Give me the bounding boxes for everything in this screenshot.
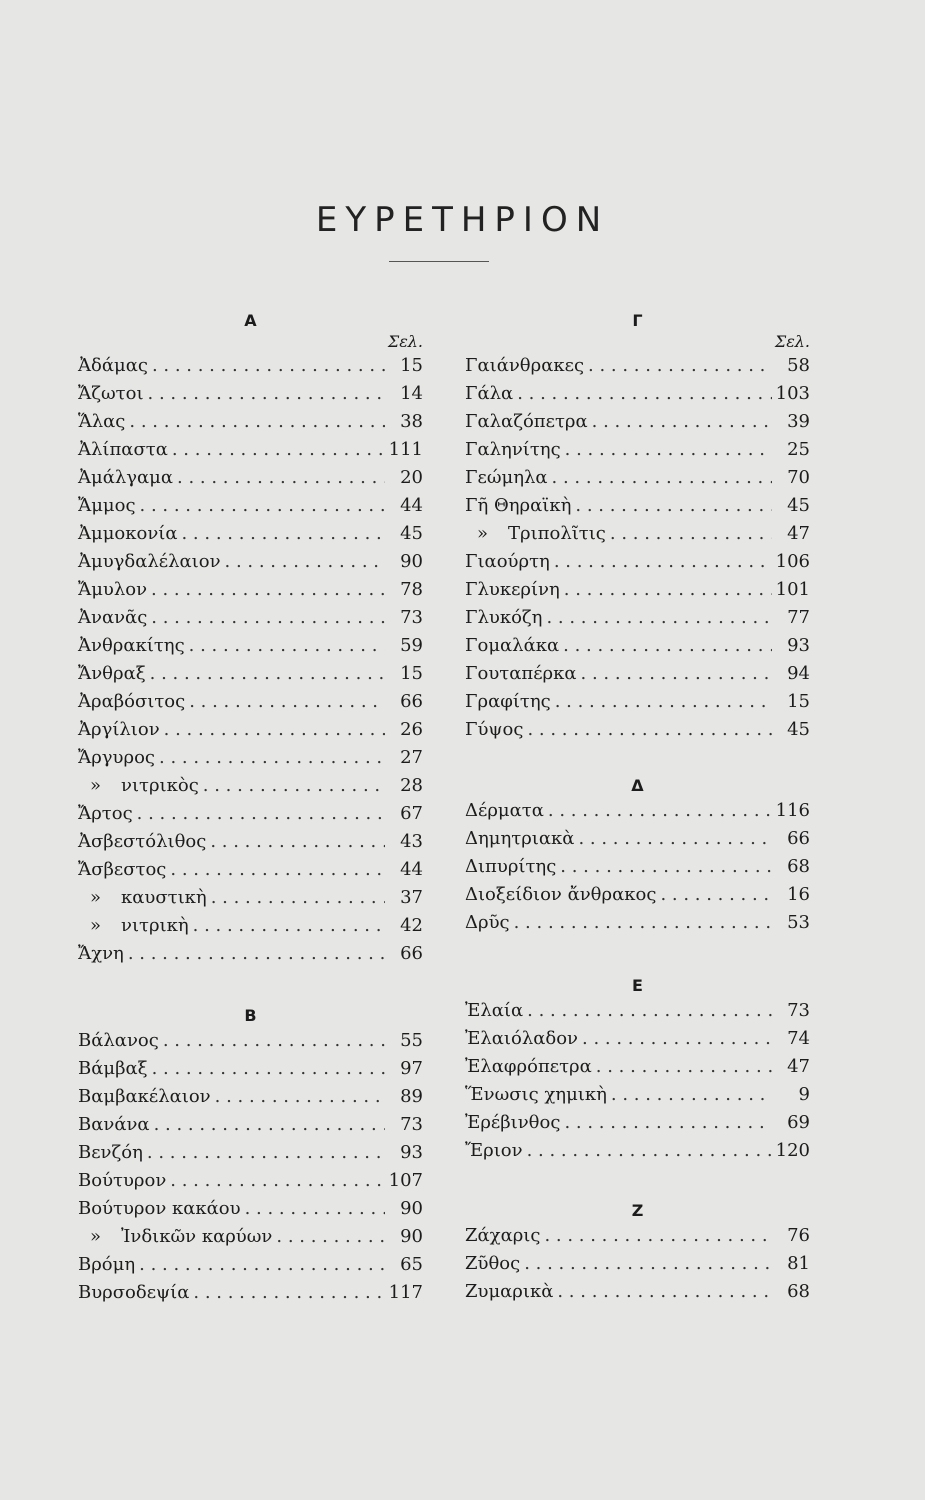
entry-page-number: 67 bbox=[400, 803, 423, 824]
entry-term: Γαληνίτης bbox=[465, 439, 561, 460]
entry-page-number: 68 bbox=[787, 856, 810, 877]
dot-leader bbox=[610, 520, 772, 548]
entry-term: Ἄνθραξ bbox=[78, 663, 146, 684]
index-entry bbox=[78, 1083, 423, 1111]
index-section bbox=[465, 310, 810, 744]
dot-leader bbox=[203, 772, 385, 800]
index-entry bbox=[78, 912, 423, 940]
dot-leader bbox=[592, 408, 772, 436]
entry-term: Ἀμμοκονία bbox=[78, 523, 178, 544]
entry-page-number: 66 bbox=[787, 828, 810, 849]
entry-page-number: 25 bbox=[787, 439, 810, 460]
dot-leader bbox=[524, 1250, 772, 1278]
entry-page-number: 53 bbox=[787, 912, 810, 933]
entry-term: Ἄχνη bbox=[78, 943, 124, 964]
entry-term: Γεώμηλα bbox=[465, 467, 548, 488]
entry-page-number: 111 bbox=[388, 439, 423, 460]
index-entry bbox=[465, 716, 810, 744]
page-title: ΕΥΡΕΤΗΡΙΟΝ bbox=[315, 200, 610, 240]
entry-term: Γύψος bbox=[465, 719, 524, 740]
index-entry bbox=[465, 548, 810, 576]
entry-term: Ἐλαία bbox=[465, 1000, 524, 1021]
dot-leader bbox=[596, 1053, 772, 1081]
index-entry bbox=[465, 688, 810, 716]
index-entry bbox=[78, 1195, 423, 1223]
index-entry bbox=[78, 940, 423, 968]
index-entry bbox=[465, 576, 810, 604]
entry-term: Γαιάνθρακες bbox=[465, 355, 585, 376]
ditto-mark: » bbox=[90, 915, 102, 936]
index-entry bbox=[465, 632, 810, 660]
dot-leader bbox=[546, 604, 772, 632]
section-letter: Δ bbox=[631, 776, 644, 795]
index-entry bbox=[465, 520, 810, 548]
entry-term: Βούτυρον κακάου bbox=[78, 1198, 241, 1219]
index-entry bbox=[465, 909, 810, 937]
entry-page-number: 44 bbox=[400, 859, 423, 880]
entry-term: Βανάνα bbox=[78, 1114, 150, 1135]
entry-page-number: 73 bbox=[787, 1000, 810, 1021]
entry-page-number: 76 bbox=[787, 1225, 810, 1246]
index-entry bbox=[465, 1053, 810, 1081]
index-entry bbox=[78, 1027, 423, 1055]
entry-term: Ζυμαρικὰ bbox=[465, 1281, 554, 1302]
entry-term: Τριπολῖτις bbox=[508, 523, 606, 544]
entry-list bbox=[78, 1027, 423, 1307]
index-entry bbox=[465, 436, 810, 464]
entry-term: Δέρματα bbox=[465, 800, 544, 821]
entry-page-number: 90 bbox=[400, 1226, 423, 1247]
entry-page-number: 47 bbox=[787, 1056, 810, 1077]
entry-term: Ἀνθρακίτης bbox=[78, 635, 185, 656]
index-entry bbox=[465, 1081, 810, 1109]
entry-page-number: 39 bbox=[787, 411, 810, 432]
entry-term: Ἀργίλιον bbox=[78, 719, 160, 740]
dot-leader bbox=[129, 408, 385, 436]
entry-page-number: 69 bbox=[787, 1112, 810, 1133]
entry-term: Διοξείδιον ἄνθρακος bbox=[465, 884, 657, 905]
entry-page-number: 81 bbox=[787, 1253, 810, 1274]
entry-list bbox=[465, 797, 810, 937]
index-entry bbox=[465, 1025, 810, 1053]
index-entry bbox=[465, 380, 810, 408]
entry-term: Ζῦθος bbox=[465, 1253, 521, 1274]
page-column-label: Σελ. bbox=[774, 332, 810, 351]
entry-term: Βαμβακέλαιον bbox=[78, 1086, 211, 1107]
dot-leader bbox=[527, 716, 772, 744]
entry-list bbox=[465, 1222, 810, 1306]
section-letter: Α bbox=[244, 311, 257, 330]
dot-leader bbox=[150, 660, 385, 688]
entry-term: Γραφίτης bbox=[465, 691, 551, 712]
index-entry bbox=[78, 436, 423, 464]
entry-term: Γῆ Θηραϊκὴ bbox=[465, 495, 572, 516]
index-entry bbox=[465, 1250, 810, 1278]
entry-page-number: 45 bbox=[400, 523, 423, 544]
index-entry bbox=[78, 1111, 423, 1139]
entry-term: Βούτυρον bbox=[78, 1170, 167, 1191]
index-section bbox=[78, 1005, 423, 1307]
dot-leader bbox=[588, 352, 772, 380]
dot-leader bbox=[564, 1109, 772, 1137]
dot-leader bbox=[514, 909, 772, 937]
dot-leader bbox=[225, 548, 385, 576]
ditto-mark: » bbox=[90, 887, 102, 908]
entry-page-number: 89 bbox=[400, 1086, 423, 1107]
entry-term: Ἔριον bbox=[465, 1140, 523, 1161]
dot-leader bbox=[147, 1139, 385, 1167]
dot-leader bbox=[211, 884, 385, 912]
index-entry bbox=[78, 352, 423, 380]
entry-term: Ἅλας bbox=[78, 411, 126, 432]
entry-term: Ἄσβεστος bbox=[78, 859, 167, 880]
entry-term: νιτρικὴ bbox=[121, 915, 189, 936]
entry-term: Ἀδάμας bbox=[78, 355, 148, 376]
entry-term: Γουταπέρκα bbox=[465, 663, 577, 684]
dot-leader bbox=[148, 380, 386, 408]
index-entry bbox=[78, 1167, 423, 1195]
ditto-mark: » bbox=[90, 1226, 102, 1247]
entry-term: Δημητριακὰ bbox=[465, 828, 575, 849]
entry-page-number: 77 bbox=[787, 607, 810, 628]
entry-term: Ἐλαιόλαδον bbox=[465, 1028, 578, 1049]
index-entry bbox=[78, 408, 423, 436]
index-entry bbox=[465, 881, 810, 909]
dot-leader bbox=[193, 1279, 384, 1307]
entry-page-number: 73 bbox=[400, 607, 423, 628]
index-entry bbox=[78, 800, 423, 828]
entry-page-number: 107 bbox=[388, 1170, 423, 1191]
dot-leader bbox=[660, 881, 772, 909]
dot-leader bbox=[177, 464, 385, 492]
entry-page-number: 14 bbox=[400, 383, 423, 404]
entry-term: νιτρικὸς bbox=[121, 775, 199, 796]
entry-term: Ζάχαρις bbox=[465, 1225, 541, 1246]
entry-page-number: 90 bbox=[400, 1198, 423, 1219]
dot-leader bbox=[139, 1251, 385, 1279]
index-section bbox=[465, 1200, 810, 1306]
entry-page-number: 97 bbox=[400, 1058, 423, 1079]
dot-leader bbox=[555, 688, 772, 716]
entry-page-number: 117 bbox=[388, 1282, 423, 1303]
index-entry bbox=[465, 825, 810, 853]
dot-leader bbox=[154, 1111, 385, 1139]
entry-page-number: 58 bbox=[787, 355, 810, 376]
index-entry bbox=[465, 797, 810, 825]
index-entry bbox=[78, 716, 423, 744]
index-entry bbox=[465, 492, 810, 520]
section-letter: Β bbox=[244, 1006, 257, 1025]
entry-page-number: 66 bbox=[400, 943, 423, 964]
dot-leader bbox=[152, 1055, 385, 1083]
dot-leader bbox=[560, 853, 772, 881]
index-entry bbox=[78, 1055, 423, 1083]
dot-leader bbox=[554, 548, 772, 576]
index-entry bbox=[78, 576, 423, 604]
dot-leader bbox=[276, 1223, 385, 1251]
entry-term: Ἄμμος bbox=[78, 495, 136, 516]
entry-page-number: 15 bbox=[787, 691, 810, 712]
entry-list bbox=[465, 332, 810, 744]
dot-leader bbox=[557, 1278, 772, 1306]
index-entry bbox=[465, 1222, 810, 1250]
entry-page-number: 15 bbox=[400, 355, 423, 376]
section-letter: Γ bbox=[632, 311, 643, 330]
entry-term: Βάλανος bbox=[78, 1030, 159, 1051]
dot-leader bbox=[548, 797, 772, 825]
dot-leader bbox=[193, 912, 385, 940]
entry-list bbox=[465, 997, 810, 1165]
entry-term: Γομαλάκα bbox=[465, 635, 560, 656]
entry-term: Ἰνδικῶν καρύων bbox=[121, 1226, 273, 1247]
entry-page-number: 103 bbox=[775, 383, 810, 404]
dot-leader bbox=[527, 997, 772, 1025]
index-entry bbox=[78, 1279, 423, 1307]
dot-leader bbox=[517, 380, 771, 408]
dot-leader bbox=[565, 436, 772, 464]
entry-term: Ἀλίπαστα bbox=[78, 439, 168, 460]
dot-leader bbox=[564, 576, 772, 604]
entry-page-number: 78 bbox=[400, 579, 423, 600]
index-entry bbox=[78, 604, 423, 632]
entry-page-number: 93 bbox=[787, 635, 810, 656]
section-letter: Ε bbox=[632, 976, 643, 995]
entry-term: καυστικὴ bbox=[121, 887, 207, 908]
entry-term: Βενζόη bbox=[78, 1142, 143, 1163]
index-entry bbox=[78, 688, 423, 716]
index-entry bbox=[78, 828, 423, 856]
entry-term: Ἀμυγδαλέλαιον bbox=[78, 551, 221, 572]
entry-page-number: 70 bbox=[787, 467, 810, 488]
dot-leader bbox=[578, 825, 772, 853]
entry-page-number: 38 bbox=[400, 411, 423, 432]
entry-page-number: 27 bbox=[400, 747, 423, 768]
entry-page-number: 106 bbox=[775, 551, 810, 572]
dot-leader bbox=[181, 520, 385, 548]
index-entry bbox=[465, 660, 810, 688]
entry-term: Ἐλαφρόπετρα bbox=[465, 1056, 592, 1077]
entry-page-number: 116 bbox=[775, 800, 810, 821]
dot-leader bbox=[172, 436, 385, 464]
entry-term: Βρόμη bbox=[78, 1254, 136, 1275]
dot-leader bbox=[563, 632, 772, 660]
dot-leader bbox=[189, 688, 385, 716]
entry-page-number: 42 bbox=[400, 915, 423, 936]
entry-page-number: 101 bbox=[775, 579, 810, 600]
dot-leader bbox=[152, 352, 385, 380]
dot-leader bbox=[170, 856, 385, 884]
index-entry bbox=[465, 1109, 810, 1137]
entry-page-number: 16 bbox=[787, 884, 810, 905]
entry-term: Γαλαζόπετρα bbox=[465, 411, 588, 432]
index-entry bbox=[465, 1278, 810, 1306]
index-entry bbox=[465, 1137, 810, 1165]
entry-term: Ἄργυρος bbox=[78, 747, 155, 768]
ditto-mark: » bbox=[477, 523, 489, 544]
entry-term: Ἐρέβινθος bbox=[465, 1112, 561, 1133]
index-entry bbox=[465, 853, 810, 881]
dot-leader bbox=[163, 1027, 385, 1055]
dot-leader bbox=[552, 464, 772, 492]
entry-page-number: 45 bbox=[787, 719, 810, 740]
title-rule bbox=[389, 261, 489, 262]
index-entry bbox=[78, 380, 423, 408]
entry-list bbox=[78, 332, 423, 968]
dot-leader bbox=[189, 632, 385, 660]
entry-page-number: 73 bbox=[400, 1114, 423, 1135]
index-entry bbox=[78, 464, 423, 492]
entry-page-number: 68 bbox=[787, 1281, 810, 1302]
index-section bbox=[465, 975, 810, 1165]
entry-page-number: 15 bbox=[400, 663, 423, 684]
entry-page-number: 26 bbox=[400, 719, 423, 740]
dot-leader bbox=[582, 1025, 772, 1053]
index-entry bbox=[78, 520, 423, 548]
entry-page-number: 45 bbox=[787, 495, 810, 516]
dot-leader bbox=[128, 940, 385, 968]
entry-term: Ἄρτος bbox=[78, 803, 133, 824]
index-entry bbox=[465, 464, 810, 492]
entry-term: Γλυκερίνη bbox=[465, 579, 560, 600]
dot-leader bbox=[137, 800, 385, 828]
dot-leader bbox=[140, 492, 385, 520]
dot-leader bbox=[215, 1083, 385, 1111]
entry-term: Διπυρίτης bbox=[465, 856, 557, 877]
page-column-label: Σελ. bbox=[387, 332, 423, 351]
index-section bbox=[78, 310, 423, 968]
entry-term: Βυρσοδεψία bbox=[78, 1282, 190, 1303]
ditto-mark: » bbox=[90, 775, 102, 796]
index-entry bbox=[78, 1139, 423, 1167]
dot-leader bbox=[151, 604, 385, 632]
index-section bbox=[465, 775, 810, 937]
entry-term: Γλυκόζη bbox=[465, 607, 543, 628]
index-entry bbox=[465, 352, 810, 380]
entry-page-number: 20 bbox=[400, 467, 423, 488]
entry-page-number: 28 bbox=[400, 775, 423, 796]
dot-leader bbox=[527, 1137, 772, 1165]
index-entry bbox=[78, 492, 423, 520]
entry-term: Γιαούρτη bbox=[465, 551, 550, 572]
entry-term: Ἄζωτοι bbox=[78, 383, 144, 404]
entry-page-number: 74 bbox=[787, 1028, 810, 1049]
dot-leader bbox=[210, 828, 385, 856]
entry-term: Ἀμάλγαμα bbox=[78, 467, 174, 488]
dot-leader bbox=[151, 576, 385, 604]
index-entry bbox=[78, 744, 423, 772]
dot-leader bbox=[170, 1167, 384, 1195]
index-entry bbox=[78, 1223, 423, 1251]
dot-leader bbox=[245, 1195, 385, 1223]
index-entry bbox=[78, 632, 423, 660]
dot-leader bbox=[164, 716, 385, 744]
index-entry bbox=[78, 884, 423, 912]
dot-leader bbox=[575, 492, 772, 520]
entry-term: Γάλα bbox=[465, 383, 514, 404]
index-entry bbox=[78, 772, 423, 800]
entry-term: Ἀραβόσιτος bbox=[78, 691, 186, 712]
entry-term: Ἕνωσις χημικὴ bbox=[465, 1084, 607, 1105]
entry-term: Ἄμυλον bbox=[78, 579, 148, 600]
section-letter: Ζ bbox=[631, 1201, 644, 1220]
entry-term: Ἀσβεστόλιθος bbox=[78, 831, 207, 852]
index-entry bbox=[78, 548, 423, 576]
dot-leader bbox=[159, 744, 385, 772]
entry-page-number: 44 bbox=[400, 495, 423, 516]
entry-page-number: 59 bbox=[400, 635, 423, 656]
index-entry bbox=[465, 604, 810, 632]
entry-page-number: 47 bbox=[787, 523, 810, 544]
dot-leader bbox=[581, 660, 772, 688]
entry-page-number: 66 bbox=[400, 691, 423, 712]
entry-page-number: 43 bbox=[400, 831, 423, 852]
index-entry bbox=[465, 997, 810, 1025]
entry-term: Δρῦς bbox=[465, 912, 510, 933]
entry-page-number: 55 bbox=[400, 1030, 423, 1051]
entry-page-number: 37 bbox=[400, 887, 423, 908]
index-entry bbox=[78, 1251, 423, 1279]
entry-page-number: 65 bbox=[400, 1254, 423, 1275]
entry-page-number: 120 bbox=[775, 1140, 810, 1161]
entry-term: Ἀνανᾶς bbox=[78, 607, 148, 628]
dot-leader bbox=[544, 1222, 772, 1250]
entry-page-number: 90 bbox=[400, 551, 423, 572]
entry-page-number: 94 bbox=[787, 663, 810, 684]
index-entry bbox=[465, 408, 810, 436]
entry-term: Βάμβαξ bbox=[78, 1058, 148, 1079]
index-entry bbox=[78, 856, 423, 884]
index-entry bbox=[78, 660, 423, 688]
dot-leader bbox=[611, 1081, 772, 1109]
entry-page-number: 93 bbox=[400, 1142, 423, 1163]
entry-page-number: 9 bbox=[798, 1084, 810, 1105]
